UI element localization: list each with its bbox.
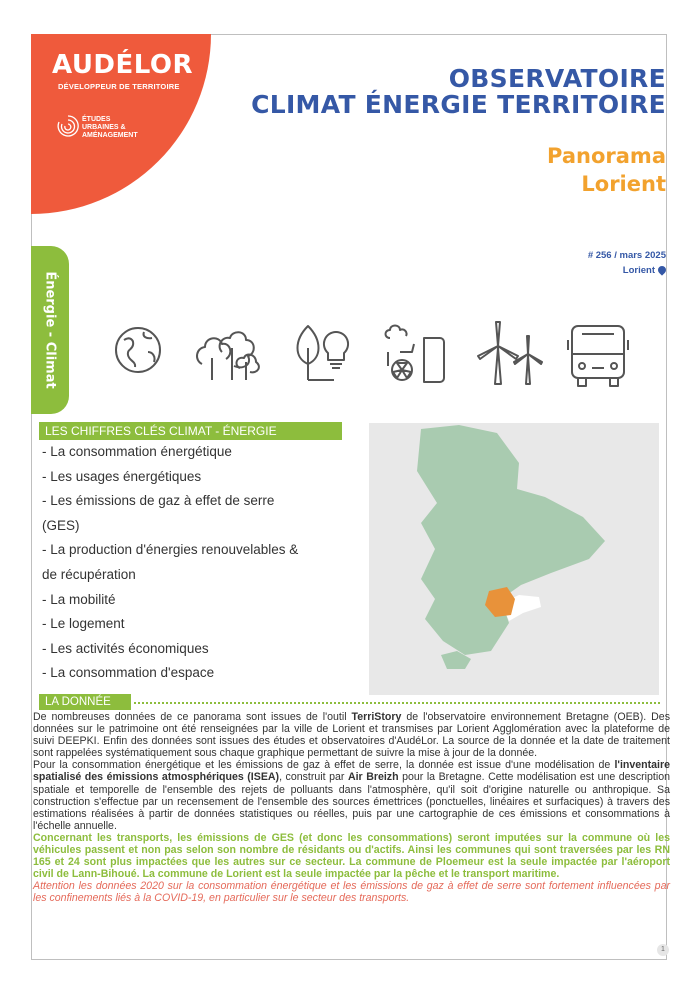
list-item: - La production d'énergies renouvelables & bbox=[42, 542, 299, 558]
side-tab bbox=[31, 246, 69, 414]
text-run: De nombreuses données de ce panorama sont issues de l'outil bbox=[33, 711, 352, 723]
bus-icon bbox=[562, 318, 634, 390]
factory-nuclear-icon bbox=[380, 318, 454, 390]
side-tab-label: Énergie - Climat bbox=[42, 271, 58, 389]
text-run: Pour la consommation énergétique et les émissions de gaz à effet de serre, la donnée est issue d'une modélisation de bbox=[33, 759, 615, 772]
page-number: 1 bbox=[657, 944, 669, 956]
subtitle-line-1: Panorama bbox=[547, 144, 666, 168]
globe-icon bbox=[108, 318, 168, 382]
isea-term: l'inventaire spatialisé des émissions atmosphériques (ISEA) bbox=[33, 759, 670, 784]
logo-tagline: DÉVELOPPEUR DE TERRITOIRE bbox=[58, 82, 180, 91]
list-item: (GES) bbox=[42, 517, 80, 533]
terristory-term: TerriStory bbox=[351, 711, 402, 723]
list-item: - La consommation d'espace bbox=[42, 665, 215, 681]
theme-icons bbox=[100, 318, 640, 394]
key-figures-list bbox=[42, 440, 342, 686]
list-item: - La consommation énergétique bbox=[42, 444, 232, 459]
paragraph-2 bbox=[33, 759, 670, 832]
text-run: , construit par bbox=[279, 771, 348, 784]
trees-icon bbox=[192, 318, 266, 390]
list-item: - Les usages énergétiques bbox=[42, 468, 202, 484]
text-run: de l'observatoire environnement Bretagne (OEB). Des données sur le patrimoine ont été renseignées par la ville de Lorient et transmises par Lorient Agglomération avec la plateforme de suivi DEEPKI. Enfin des données sont issues des études et observatoires d'AudéLor. La source de la donnée et la date de traitement sont rappelées systématiquement sous chaque graphique permettant de suivre la mise à jour de la donnée. bbox=[33, 711, 670, 760]
leaf-bulb-icon bbox=[290, 318, 360, 390]
list-item: de récupération bbox=[42, 566, 136, 582]
page-title bbox=[251, 66, 666, 118]
list-item: - La mobilité bbox=[42, 591, 116, 607]
key-figures-heading: LES CHIFFRES CLÉS CLIMAT - ÉNERGIE bbox=[39, 422, 342, 440]
donnee-body bbox=[33, 711, 670, 905]
list-item: - Le logement bbox=[42, 616, 125, 632]
section-divider bbox=[134, 702, 660, 704]
etudes-label: ÉTUDES URBAINES & AMÉNAGEMENT bbox=[82, 116, 138, 139]
paragraph-3: Concernant les transports, les émissions de GES (et donc les consommations) seront imputées sur la commune où les véhicules passent et non pas selon son nombre de résidants ou d'actifs. Ainsi les communes qui sont traversées par les RN 165 et 24 sont plus impactées que les autres sur ce secteur. La commune de Ploemeur est la seule impactée par l'aéroport civil de Lann-Bihoué. La commune de Lorient est la seule impactée par la pêche et le transport maritime. bbox=[33, 831, 670, 881]
page-subtitle bbox=[547, 142, 666, 198]
issue-info bbox=[588, 248, 666, 278]
donnee-heading: LA DONNÉE bbox=[39, 694, 131, 710]
list-item: - Les émissions de gaz à effet de serre bbox=[42, 493, 275, 509]
location-pin-icon bbox=[656, 264, 667, 275]
title-line-1: OBSERVATOIRE bbox=[448, 64, 666, 93]
title-line-2: CLIMAT ÉNERGIE TERRITOIRE bbox=[251, 90, 666, 119]
audelor-logo: AUDÉLOR bbox=[52, 50, 194, 80]
territory-map bbox=[369, 423, 659, 695]
paragraph-1 bbox=[33, 711, 670, 759]
subtitle-line-2: Lorient bbox=[581, 172, 666, 196]
list-item: - Les activités économiques bbox=[42, 640, 209, 656]
agglomeration-shape bbox=[417, 425, 605, 655]
paragraph-4: Attention les données 2020 sur la consommation énergétique et les émissions de gaz à effet de serre sont fortement influencées par les confinements liés à la COVID-19, en particulier sur le secteur des transports. bbox=[33, 880, 670, 905]
text-run: pour la Bretagne. Cette modélisation est une description spatiale et temporelle de l'ensemble des rejets de polluants dans l'atmosphère, qu'il soit d'origine naturelle ou anthropique. Sa construction s'effectue par un recensement de l'ensemble des sources émettrices (ponctuelles, linéaires et surfaciques) à travers des estimations réalisées à partir de données statistiques ou réelles, puis par une cartographie de ces émissions et consommations à l'échelle annuelle. bbox=[33, 771, 670, 832]
issue-number: # 256 / mars 2025 bbox=[587, 250, 666, 261]
place-name: Lorient bbox=[622, 265, 655, 276]
etudes-icon bbox=[56, 114, 80, 140]
wind-turbines-icon bbox=[476, 318, 546, 390]
air-breizh-term: Air Breizh bbox=[347, 771, 399, 784]
